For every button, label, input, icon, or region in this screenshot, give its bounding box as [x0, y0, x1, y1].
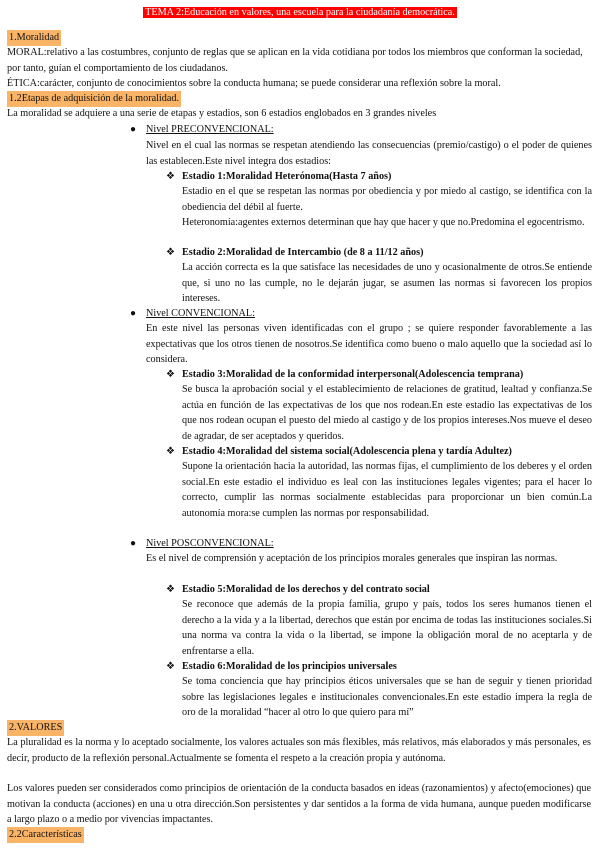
convencional-text: En este nivel las personas viven identificadas con el grupo ; se quiere responder favorablemente a las expectativas que los otros tienen de nosotros.Se identifica como bueno o malo aquello que la sociedad así lo considera. — [146, 323, 592, 366]
level-heading: Nivel PRECONVENCIONAL: — [146, 124, 274, 135]
stage-heading: Estadio 2:Moralidad de Intercambio (de 8 a 11/12 años) — [182, 247, 424, 258]
bullet-posconvencional — [130, 536, 592, 552]
level-heading: Nivel POSCONVENCIONAL: — [146, 538, 274, 549]
stage-5-text: Se reconoce que además de la propia familia, grupo y país, todos los seres humanos tienen el derecho a la vida y a la libertad, derechos que están por encima de todas las instituciones sociales.Si una norma va contra la vida o la libertad, se impone la obligación moral de no aceptarla y de enfrentarse a ella. — [182, 599, 592, 657]
stage-heading: Estadio 1:Moralidad Heterónoma(Hasta 7 años) — [182, 171, 392, 182]
stage-6-text: Se toma conciencia que hay principios éticos universales que se han de seguir y tienen prioridad sobre las legislaciones legales e institucionales convencionales.En este estadio impera la regla de oro de la moralidad “hacer al otro lo que quiero para mí” — [182, 676, 592, 719]
level-heading: Nivel CONVENCIONAL: — [146, 308, 255, 319]
moral-definition: MORAL:relativo a las costumbres, conjunto de reglas que se aplican en la vida cotidiana por todos los miembros que conforman la sociedad, por tanto, guían el comportamiento de los ciudadanos. — [7, 47, 583, 74]
stage-6-item — [166, 659, 592, 675]
stage-heading: Estadio 3:Moralidad de la conformidad interpersonal(Adolescencia temprana) — [182, 369, 524, 380]
diamond-bullet-icon: ❖ — [166, 247, 175, 258]
stage-2-item — [166, 245, 592, 261]
stage-heading: Estadio 4:Moralidad del sistema social(Adolescencia plena y tardía Adultez) — [182, 446, 512, 457]
bullet-dot-icon: ● — [130, 538, 137, 549]
section-heading-valores: 2.VALORES — [7, 720, 64, 736]
diamond-bullet-icon: ❖ — [166, 171, 175, 182]
section-heading-etapas: 1.2Etapas de adquisición de la moralidad. — [7, 91, 181, 107]
bullet-dot-icon: ● — [130, 124, 137, 135]
etica-definition: ÉTICA:carácter, conjunto de conocimientos sobre la conducta humana; se puede considerar una reflexión sobre la moral. — [7, 78, 501, 89]
stage-2-text: La acción correcta es la que satisface las necesidades de uno y ocasionalmente de otros.Se entiende que, si uno no las cumple, no le dejarán jugar, se asumen las normas si favorecen los propios intereses. — [182, 262, 592, 305]
stage-5-item — [166, 582, 592, 598]
diamond-bullet-icon: ❖ — [166, 369, 175, 380]
etapas-intro: La moralidad se adquiere a una serie de etapas y estadios, son 6 estadios englobados en 3 grandes niveles — [7, 108, 437, 119]
diamond-bullet-icon: ❖ — [166, 661, 175, 672]
valores-paragraph-2: Los valores pueden ser considerados como principios de orientación de la conducta basados en ideas (razonamientos) y afecto(emociones) que motivan la conducta (acciones) en una u otra dirección.Son persistentes y dar sentidos a la forma de vida humana, aunque pueden modificarse a largo plazo o a medio por vivencias impactantes. — [7, 783, 591, 826]
section-heading-caracteristicas: 2.2Características — [7, 827, 84, 843]
valores-paragraph-1: La pluralidad es la norma y lo aceptado socialmente, los valores actuales son más flexibles, más relativos, más elaborados y más personales, es decir, producto de la reflexión personal.Actualmente se fomenta el respeto a la creación propia y autónoma. — [7, 737, 591, 764]
stage-1-text-2: Heteronomía:agentes externos determinan que hay que hacer y que no.Predomina el egocentrismo. — [182, 217, 585, 228]
posconvencional-text: Es el nivel de comprensión y aceptación de los principios morales generales que inspiran las normas. — [146, 553, 558, 564]
bullet-dot-icon: ● — [130, 308, 137, 319]
stage-1-text: Estadio en el que se respetan las normas por obediencia y por miedo al castigo, se identifica con la obediencia del débil al fuerte. — [182, 186, 592, 213]
bullet-convencional — [130, 306, 592, 322]
stage-1-item — [166, 169, 592, 185]
stage-3-item — [166, 367, 592, 383]
stage-4-item — [166, 444, 592, 460]
stage-heading: Estadio 6:Moralidad de los principios universales — [182, 661, 397, 672]
diamond-bullet-icon: ❖ — [166, 584, 175, 595]
section-heading-moralidad: 1.Moralidad — [7, 30, 61, 46]
document-title: TEMA 2:Educación en valores, una escuela para la ciudadanía democrática. — [145, 7, 455, 18]
title-row — [0, 0, 600, 20]
bullet-preconvencional — [130, 122, 592, 138]
preconvencional-text: Nivel en el cual las normas se respetan atendiendo las consecuencias (premio/castigo) o el poder de quienes las establecen.Este nivel integra dos estadios: — [146, 140, 592, 167]
diamond-bullet-icon: ❖ — [166, 446, 175, 457]
stage-3-text: Se busca la aprobación social y el establecimiento de relaciones de gratitud, lealtad y confianza.Se actúa en función de las expectativas de los que nos rodean.En este estadio las expectativas de los que nos rodean ocupan el puesto del miedo al castigo y de los propios intereses.Nos mueve el deseo de agradar, de ser aceptados y queridos. — [182, 384, 592, 442]
stage-4-text: Supone la orientación hacia la autoridad, las normas fijas, el cumplimiento de los deberes y el orden social.En este estadio el individuo es leal con las instituciones legales vigentes; para el hacer lo correcto, cumplir las normas socialmente establecidas para proporcionar un bien común.La autonomía mora:se cumplen las normas por responsabilidad. — [182, 461, 592, 519]
stage-heading: Estadio 5:Moralidad de los derechos y del contrato social — [182, 584, 430, 595]
